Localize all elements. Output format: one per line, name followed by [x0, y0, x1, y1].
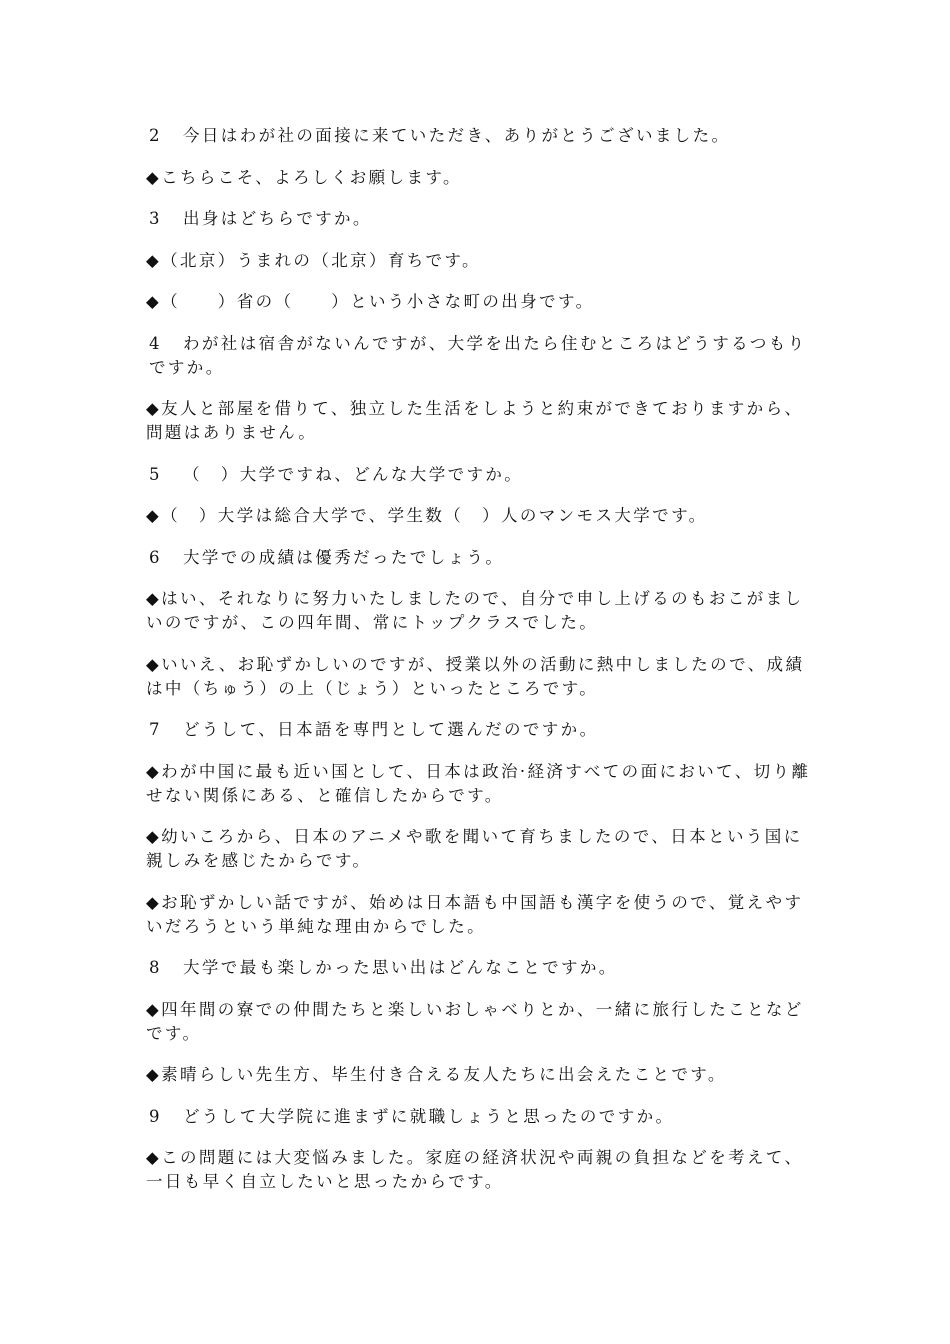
diamond-bullet-icon: ◆: [146, 999, 162, 1019]
diamond-bullet-icon: ◆: [146, 167, 162, 187]
answer-text: 友人と部屋を借りて、独立した生活をしようと約束ができておりますから、問題はありません。: [146, 399, 804, 442]
answer-text: お恥ずかしい話ですが、始めは日本語も中国語も漢字を使うので、覚えやすいだろうという単純な理由からでした。: [146, 892, 804, 936]
answer-text: 四年間の寮での仲間たちと楽しいおしゃべりとか、一緒に旅行したことなどです。: [146, 999, 804, 1043]
question-text: （ ）大学ですね、どんな大学ですか。: [183, 464, 524, 484]
answer-4a: [146, 397, 816, 445]
question-text: どうして大学院に進まずに就職しょうと思ったのですか。: [183, 1106, 675, 1126]
question-number: 3: [149, 209, 162, 228]
question-number: 6: [149, 547, 162, 567]
question-number: 8: [149, 958, 162, 977]
diamond-bullet-icon: ◆: [146, 892, 162, 912]
answer-7a: [146, 760, 816, 808]
question-number: 7: [149, 720, 162, 739]
answer-9a: [146, 1146, 816, 1194]
question-4: [146, 332, 816, 380]
diamond-bullet-icon: ◆: [146, 654, 162, 674]
question-number: 4: [149, 333, 162, 353]
answer-text: この問題には大変悩みました。家庭の経済状況や両親の負担などを考えて、一日も早く自立したいと思ったからです。: [146, 1148, 804, 1191]
diamond-bullet-icon: ◆: [146, 589, 162, 608]
answer-text: 幼いころから、日本のアニメや歌を聞いて育ちましたので、日本という国に親しみを感じたからです。: [146, 827, 803, 870]
diamond-bullet-icon: ◆: [146, 292, 162, 311]
diamond-bullet-icon: ◆: [146, 399, 162, 418]
question-text: 出身はどちらですか。: [183, 209, 372, 228]
answer-text: （ ）大学は総合大学で、学生数（ ）人のマンモス大学です。: [161, 506, 708, 525]
answer-text: はい、それなりに努力いたしましたので、自分で申し上げるのもおこがましいのですが、この四年間、常にトップクラスでした。: [146, 589, 804, 632]
question-number: 9: [149, 1106, 162, 1126]
answer-text: わが中国に最も近い国として、日本は政治·経済すべての面において、切り離せない関係にある、と確信したからです。: [146, 761, 811, 805]
answer-7b: [146, 825, 816, 873]
diamond-bullet-icon: ◆: [146, 250, 162, 270]
answer-3b: [146, 290, 816, 314]
question-7: [146, 718, 816, 742]
answer-8a: [146, 998, 816, 1046]
question-6: [146, 546, 816, 570]
diamond-bullet-icon: ◆: [146, 506, 162, 525]
diamond-bullet-icon: ◆: [146, 827, 162, 846]
answer-text: （ ）省の（ ）という小さな町の出身です。: [161, 292, 595, 311]
question-number: 2: [149, 126, 162, 145]
answer-text: 素晴らしい先生方、毕生付き合える友人たちに出会えたことです。: [161, 1065, 727, 1084]
question-text: どうして、日本語を専門として選んだのですか。: [183, 720, 599, 739]
answer-3a: [146, 249, 816, 273]
question-number: 5: [149, 464, 162, 484]
question-text: 今日はわが社の面接に来ていただき、ありがとうございました。: [183, 126, 731, 145]
question-9: [146, 1105, 816, 1129]
question-5: [146, 463, 816, 487]
answer-8b: [146, 1063, 816, 1087]
question-text: わが社は宿舎がないんですが、大学を出たら住むところはどうするつもりですか。: [149, 333, 807, 377]
answer-text: こちらこそ、よろしくお願します。: [161, 167, 462, 187]
answer-6b: [146, 653, 816, 701]
answer-text: いいえ、お恥ずかしいのですが、授業以外の活動に熱中しましたので、成績は中（ちゅう）の上（じょう）といったところです。: [146, 654, 805, 698]
answer-6a: [146, 587, 816, 635]
question-3: [146, 207, 816, 231]
answer-2a: [146, 166, 816, 190]
document-page: [146, 124, 816, 1212]
diamond-bullet-icon: ◆: [146, 761, 162, 781]
diamond-bullet-icon: ◆: [146, 1065, 162, 1084]
diamond-bullet-icon: ◆: [146, 1148, 162, 1167]
question-2: [146, 124, 816, 148]
answer-5a: [146, 504, 816, 528]
question-8: [146, 956, 816, 980]
question-text: 大学で最も楽しかった思い出はどんなことですか。: [183, 958, 618, 977]
answer-7c: [146, 891, 816, 939]
answer-text: （北京）うまれの（北京）育ちです。: [161, 250, 481, 270]
question-text: 大学での成績は優秀だったでしょう。: [183, 547, 505, 567]
